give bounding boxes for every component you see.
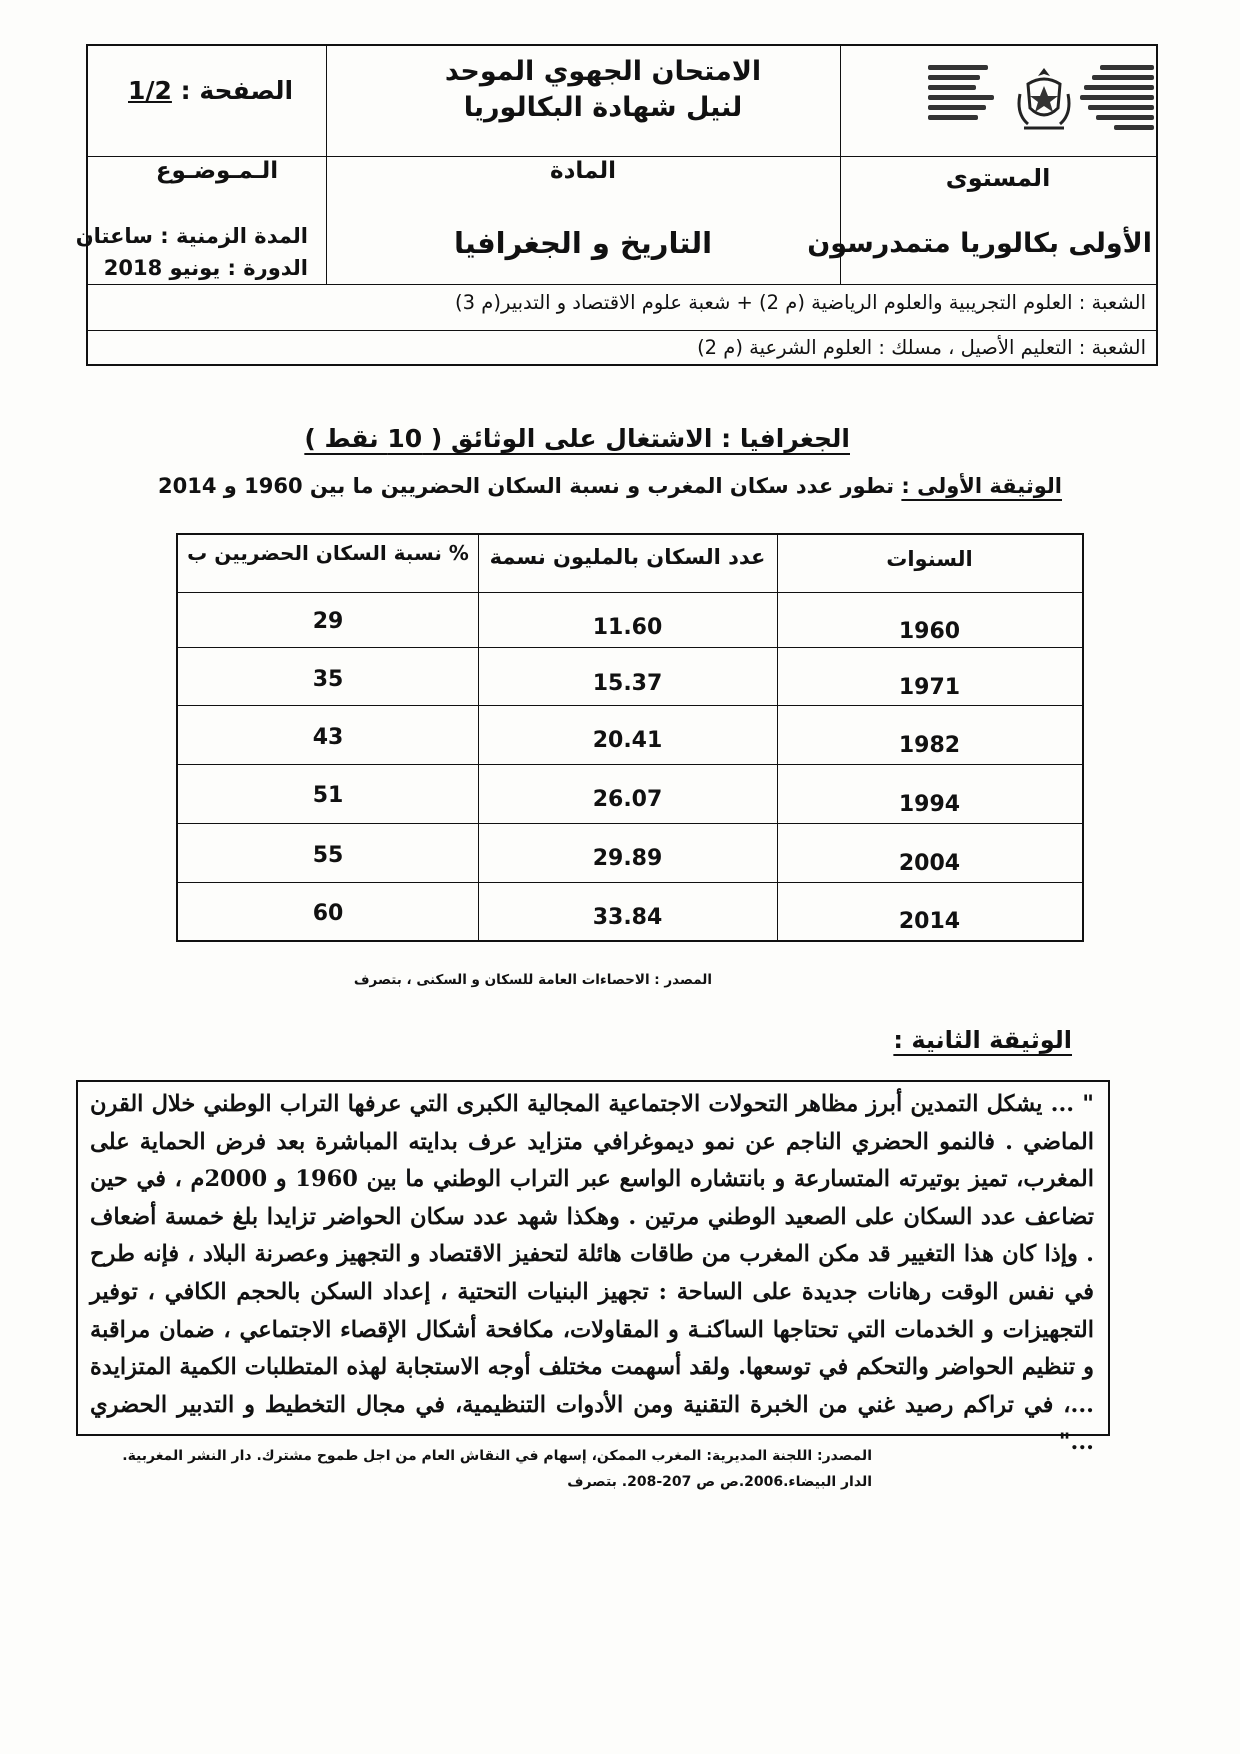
row-population: 15.37	[592, 671, 663, 696]
exam-duration: المدة الزمنية : ساعتان	[75, 224, 308, 248]
exam-title	[388, 54, 818, 126]
table-row-divider	[178, 764, 1082, 765]
row-urban-rate: 35	[312, 667, 344, 692]
document1-source: المصدر : الاحصاءات العامة للسكان و السكنى ، بتصرف	[353, 972, 712, 988]
level-header: المستوى	[945, 164, 1051, 192]
table-header-years: السنوات	[886, 547, 973, 571]
branch-line-1: الشعبة : العلوم التجريبية والعلوم الرياضية (م 2) + شعبة علوم الاقتصاد و التدبير(م 3)	[455, 291, 1146, 314]
page-label: الصفحة :	[180, 76, 294, 105]
exam-header-table	[75, 44, 1158, 366]
row-year: 2004	[898, 851, 961, 876]
subject-value: التاريخ و الجغرافيا	[453, 226, 713, 260]
row-urban-rate: 55	[312, 843, 344, 868]
document1-caption-line	[158, 474, 1062, 498]
row-population: 26.07	[592, 787, 663, 812]
row-urban-rate: 51	[312, 783, 344, 808]
row-urban-rate: 43	[312, 725, 344, 750]
row-population: 33.84	[592, 905, 663, 930]
branch-line-2: الشعبة : التعليم الأصيل ، مسلك : العلوم الشرعية (م 2)	[697, 336, 1146, 359]
population-table	[176, 533, 1084, 942]
table-row-divider	[178, 647, 1082, 648]
document2-source-line2: الدار البيضاء.2006.ص ص 207-208. بتصرف	[567, 1474, 872, 1490]
document2-source-line1: المصدر: اللجنة المديرية: المغرب الممكن، إسهام في النقاش العام من اجل طموح مشترك. دار النشر المغربية.	[122, 1448, 872, 1464]
tifinagh-text	[928, 60, 998, 125]
duration-session	[75, 220, 308, 284]
subject-field-header: المادة	[550, 158, 616, 184]
exam-session: الدورة : يونيو 2018	[103, 256, 308, 280]
document2-text: " ... يشكل التمدين أبرز مظاهر التحولات الاجتماعية المجالية الكبرى التي عرفها التراب الوطني خلال القرن الماضي . فالنمو الحضري الناجم عن نمو ديموغرافي متزايد عرف بدايته المباشرة بعد فرض الحماية على المغرب، تميز بوتيرته المتسارعة و بانتشاره الواسع عبر التراب الوطني ما بين 1960 و 2000م ، في حين تضاعف عدد السكان على الصعيد الوطني مرتين . وهكذا شهد عدد سكان الحواضر تزايدا بلغ خمسة أضعاف . وإذا كان هذا التغيير قد مكن المغرب من طاقات هائلة لتحفيز الاقتصاد و التجهيز وعصرنة البلاد ، فإنه طرح في نفس الوقت رهانات جديدة على الساحة : تجهيز البنيات التحتية ، إعداد السكن بالحجم الكافي ، توفير التجهيزات و الخدمات التي تحتاجها الساكنـة و المقاولات، مكافحة أشكال الإقصاء الاجتماعي ، ضمان مراقبة و تنظيم الحواضر والتحكم في توسعها. ولقد أسهمت مختلف أوجه الاستجابة لهذه المتطلبات الكمية المتزايدة ...، في تراكم رصيد غني من الخبرة التقنية ومن الأدوات التنظيمية، في مجال التخطيط و التدبير الحضري ..."	[90, 1091, 1094, 1456]
document1-label: الوثيقة الأولى :	[901, 474, 1062, 498]
coat-of-arms-icon	[1014, 64, 1074, 134]
level-value: الأولى بكالوريا متمدرسون	[807, 228, 1152, 259]
ministry-logo	[928, 52, 1156, 162]
table-row-divider	[178, 592, 1082, 593]
exam-title-line1: الامتحان الجهوي الموحد	[444, 56, 762, 87]
document1-caption: تطور عدد سكان المغرب و نسبة السكان الحضريين ما بين 1960 و 2014	[158, 474, 895, 498]
table-row-divider	[178, 823, 1082, 824]
row-population: 11.60	[592, 615, 663, 640]
row-population: 29.89	[592, 846, 663, 871]
document2-label: الوثيقة الثانية :	[893, 1026, 1072, 1054]
subject-header: الـمـوضـوع	[155, 158, 279, 184]
page-number-value: 1/2	[128, 76, 172, 105]
row-year: 1982	[898, 733, 961, 758]
header-divider	[88, 284, 1156, 285]
table-header-population: عدد السكان بالمليون نسمة	[489, 545, 766, 569]
row-year: 1971	[898, 675, 961, 700]
table-row-divider	[178, 705, 1082, 706]
exam-title-line2: لنيل شهادة البكالوريا	[463, 92, 743, 123]
section-title: الجغرافيا : الاشتغال على الوثائق ( 10 نقط )	[304, 424, 850, 453]
row-year: 1960	[898, 619, 961, 644]
table-row-divider	[178, 882, 1082, 883]
table-header-urban-rate: نسبة السكان الحضريين ب %	[187, 541, 469, 565]
row-urban-rate: 29	[312, 609, 344, 634]
row-year: 2014	[898, 909, 961, 934]
row-year: 1994	[898, 792, 961, 817]
page-number	[128, 76, 293, 105]
row-urban-rate: 60	[312, 901, 344, 926]
row-population: 20.41	[592, 728, 663, 753]
header-divider	[88, 330, 1156, 331]
ministry-arabic-text	[1080, 60, 1154, 135]
